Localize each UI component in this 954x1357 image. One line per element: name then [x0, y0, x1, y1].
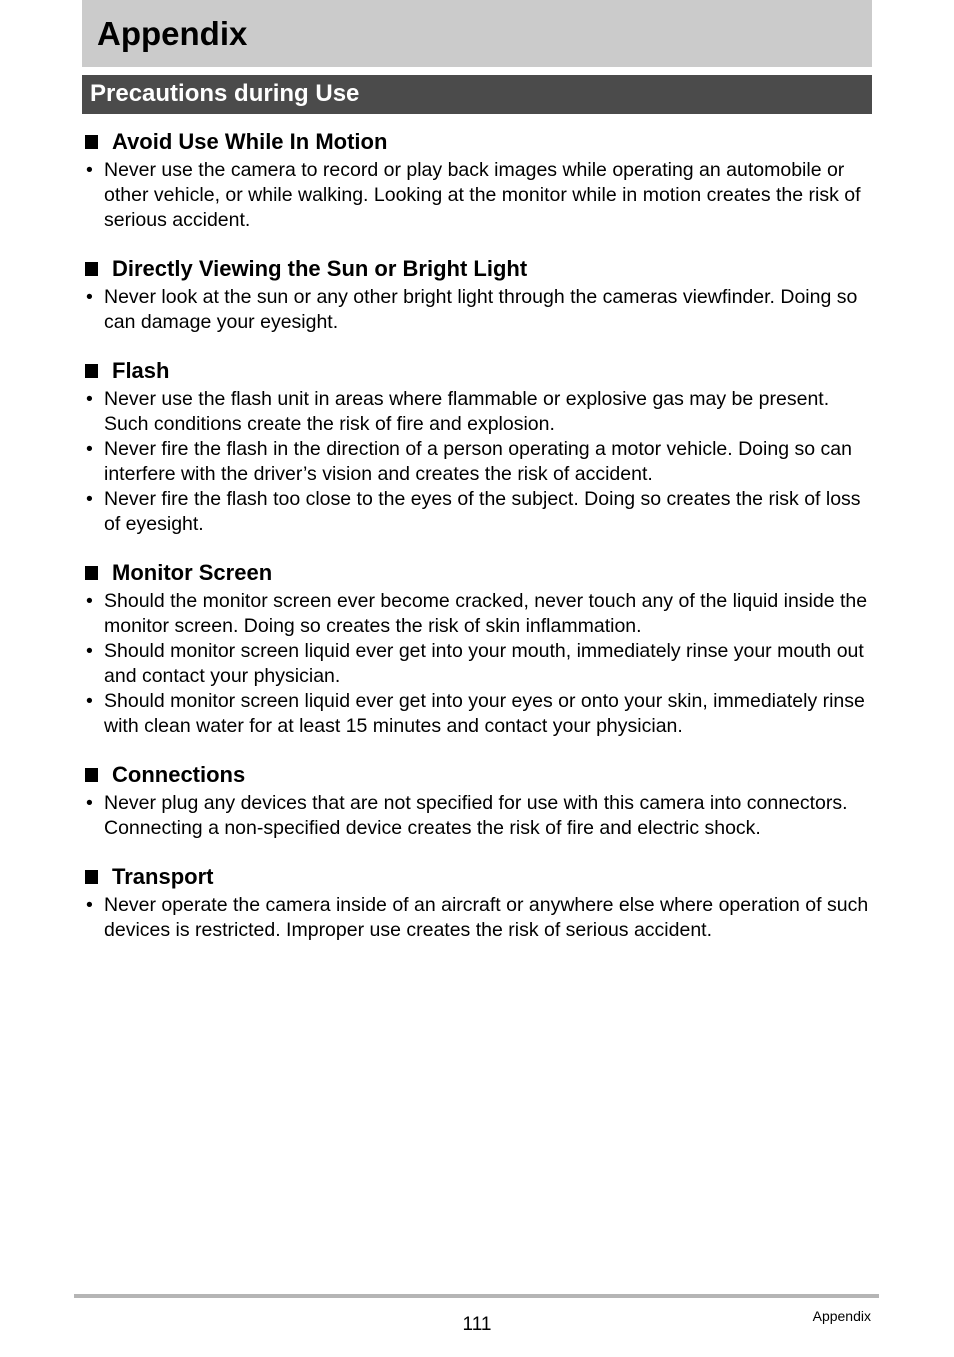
subsection-transport	[82, 863, 872, 943]
square-bullet-icon	[85, 262, 98, 276]
list-item	[82, 285, 872, 335]
bullet-list	[82, 285, 872, 335]
list-item	[82, 893, 872, 943]
list-item	[82, 791, 872, 841]
list-item-text: Never operate the camera inside of an aircraft or anywhere else where operation of such devices is restricted. Improper use creates the risk of serious accident.	[104, 894, 869, 941]
list-item	[82, 437, 872, 487]
list-item-text: Never fire the flash in the direction of a person operating a motor vehicle. Doing so can interfere with the driver’s vision and creates the risk of accident.	[104, 438, 852, 485]
list-item	[82, 487, 872, 537]
chapter-title: Appendix	[97, 15, 248, 52]
subsection-connections	[82, 761, 872, 841]
subsection-heading: Transport	[112, 864, 214, 889]
subsection-flash	[82, 357, 872, 537]
bullet-icon: •	[86, 388, 93, 410]
square-bullet-icon	[85, 364, 98, 378]
bullet-icon: •	[86, 640, 93, 662]
footer-divider	[74, 1294, 879, 1298]
list-item	[82, 589, 872, 639]
bullet-list	[82, 387, 872, 537]
list-item-text: Should monitor screen liquid ever get into your mouth, immediately rinse your mouth out and contact your physician.	[104, 640, 864, 687]
list-item-text: Never fire the flash too close to the eyes of the subject. Doing so creates the risk of loss of eyesight.	[104, 488, 861, 535]
square-bullet-icon	[85, 135, 98, 149]
precautions-content	[82, 128, 872, 943]
list-item-text: Should monitor screen liquid ever get into your eyes or onto your skin, immediately rinse with clean water for at least 15 minutes and contact your physician.	[104, 690, 865, 737]
list-item-text: Never use the flash unit in areas where flammable or explosive gas may be present. Such conditions create the risk of fire and explosion.	[104, 388, 830, 435]
bullet-icon: •	[86, 894, 93, 916]
list-item-text: Never plug any devices that are not specified for use with this camera into connectors. Connecting a non-specified device creates the risk of fire and electric shock.	[104, 792, 848, 839]
subsection-monitor-screen	[82, 559, 872, 739]
list-item	[82, 387, 872, 437]
bullet-icon: •	[86, 159, 93, 181]
bullet-list	[82, 158, 872, 233]
list-item-text: Never look at the sun or any other bright light through the cameras viewfinder. Doing so can damage your eyesight.	[104, 286, 858, 333]
square-bullet-icon	[85, 566, 98, 580]
subsection-viewing-sun	[82, 255, 872, 335]
list-item	[82, 158, 872, 233]
bullet-list	[82, 589, 872, 739]
section-title: Precautions during Use	[90, 80, 360, 107]
square-bullet-icon	[85, 768, 98, 782]
list-item	[82, 639, 872, 689]
bullet-icon: •	[86, 690, 93, 712]
subsection-heading: Directly Viewing the Sun or Bright Light	[112, 256, 528, 281]
page-number: 111	[462, 1314, 492, 1335]
subsection-heading: Connections	[112, 762, 246, 787]
bullet-list	[82, 791, 872, 841]
bullet-icon: •	[86, 792, 93, 814]
list-item-text: Never use the camera to record or play back images while operating an automobile or other vehicle, or while walking. Looking at the monitor while in motion creates the risk of serious accident.	[104, 159, 861, 231]
subsection-heading: Flash	[112, 358, 170, 383]
bullet-icon: •	[86, 438, 93, 460]
square-bullet-icon	[85, 870, 98, 884]
footer-chapter-label: Appendix	[812, 1308, 871, 1324]
subsection-heading: Monitor Screen	[112, 560, 273, 585]
bullet-list	[82, 893, 872, 943]
section-header	[82, 75, 872, 114]
subsection-avoid-use-in-motion	[82, 128, 872, 233]
list-item	[82, 689, 872, 739]
bullet-icon: •	[86, 286, 93, 308]
bullet-icon: •	[86, 488, 93, 510]
subsection-heading: Avoid Use While In Motion	[112, 129, 388, 154]
chapter-header	[82, 0, 872, 67]
bullet-icon: •	[86, 590, 93, 612]
list-item-text: Should the monitor screen ever become cracked, never touch any of the liquid inside the monitor screen. Doing so creates the risk of skin inflammation.	[104, 590, 868, 637]
